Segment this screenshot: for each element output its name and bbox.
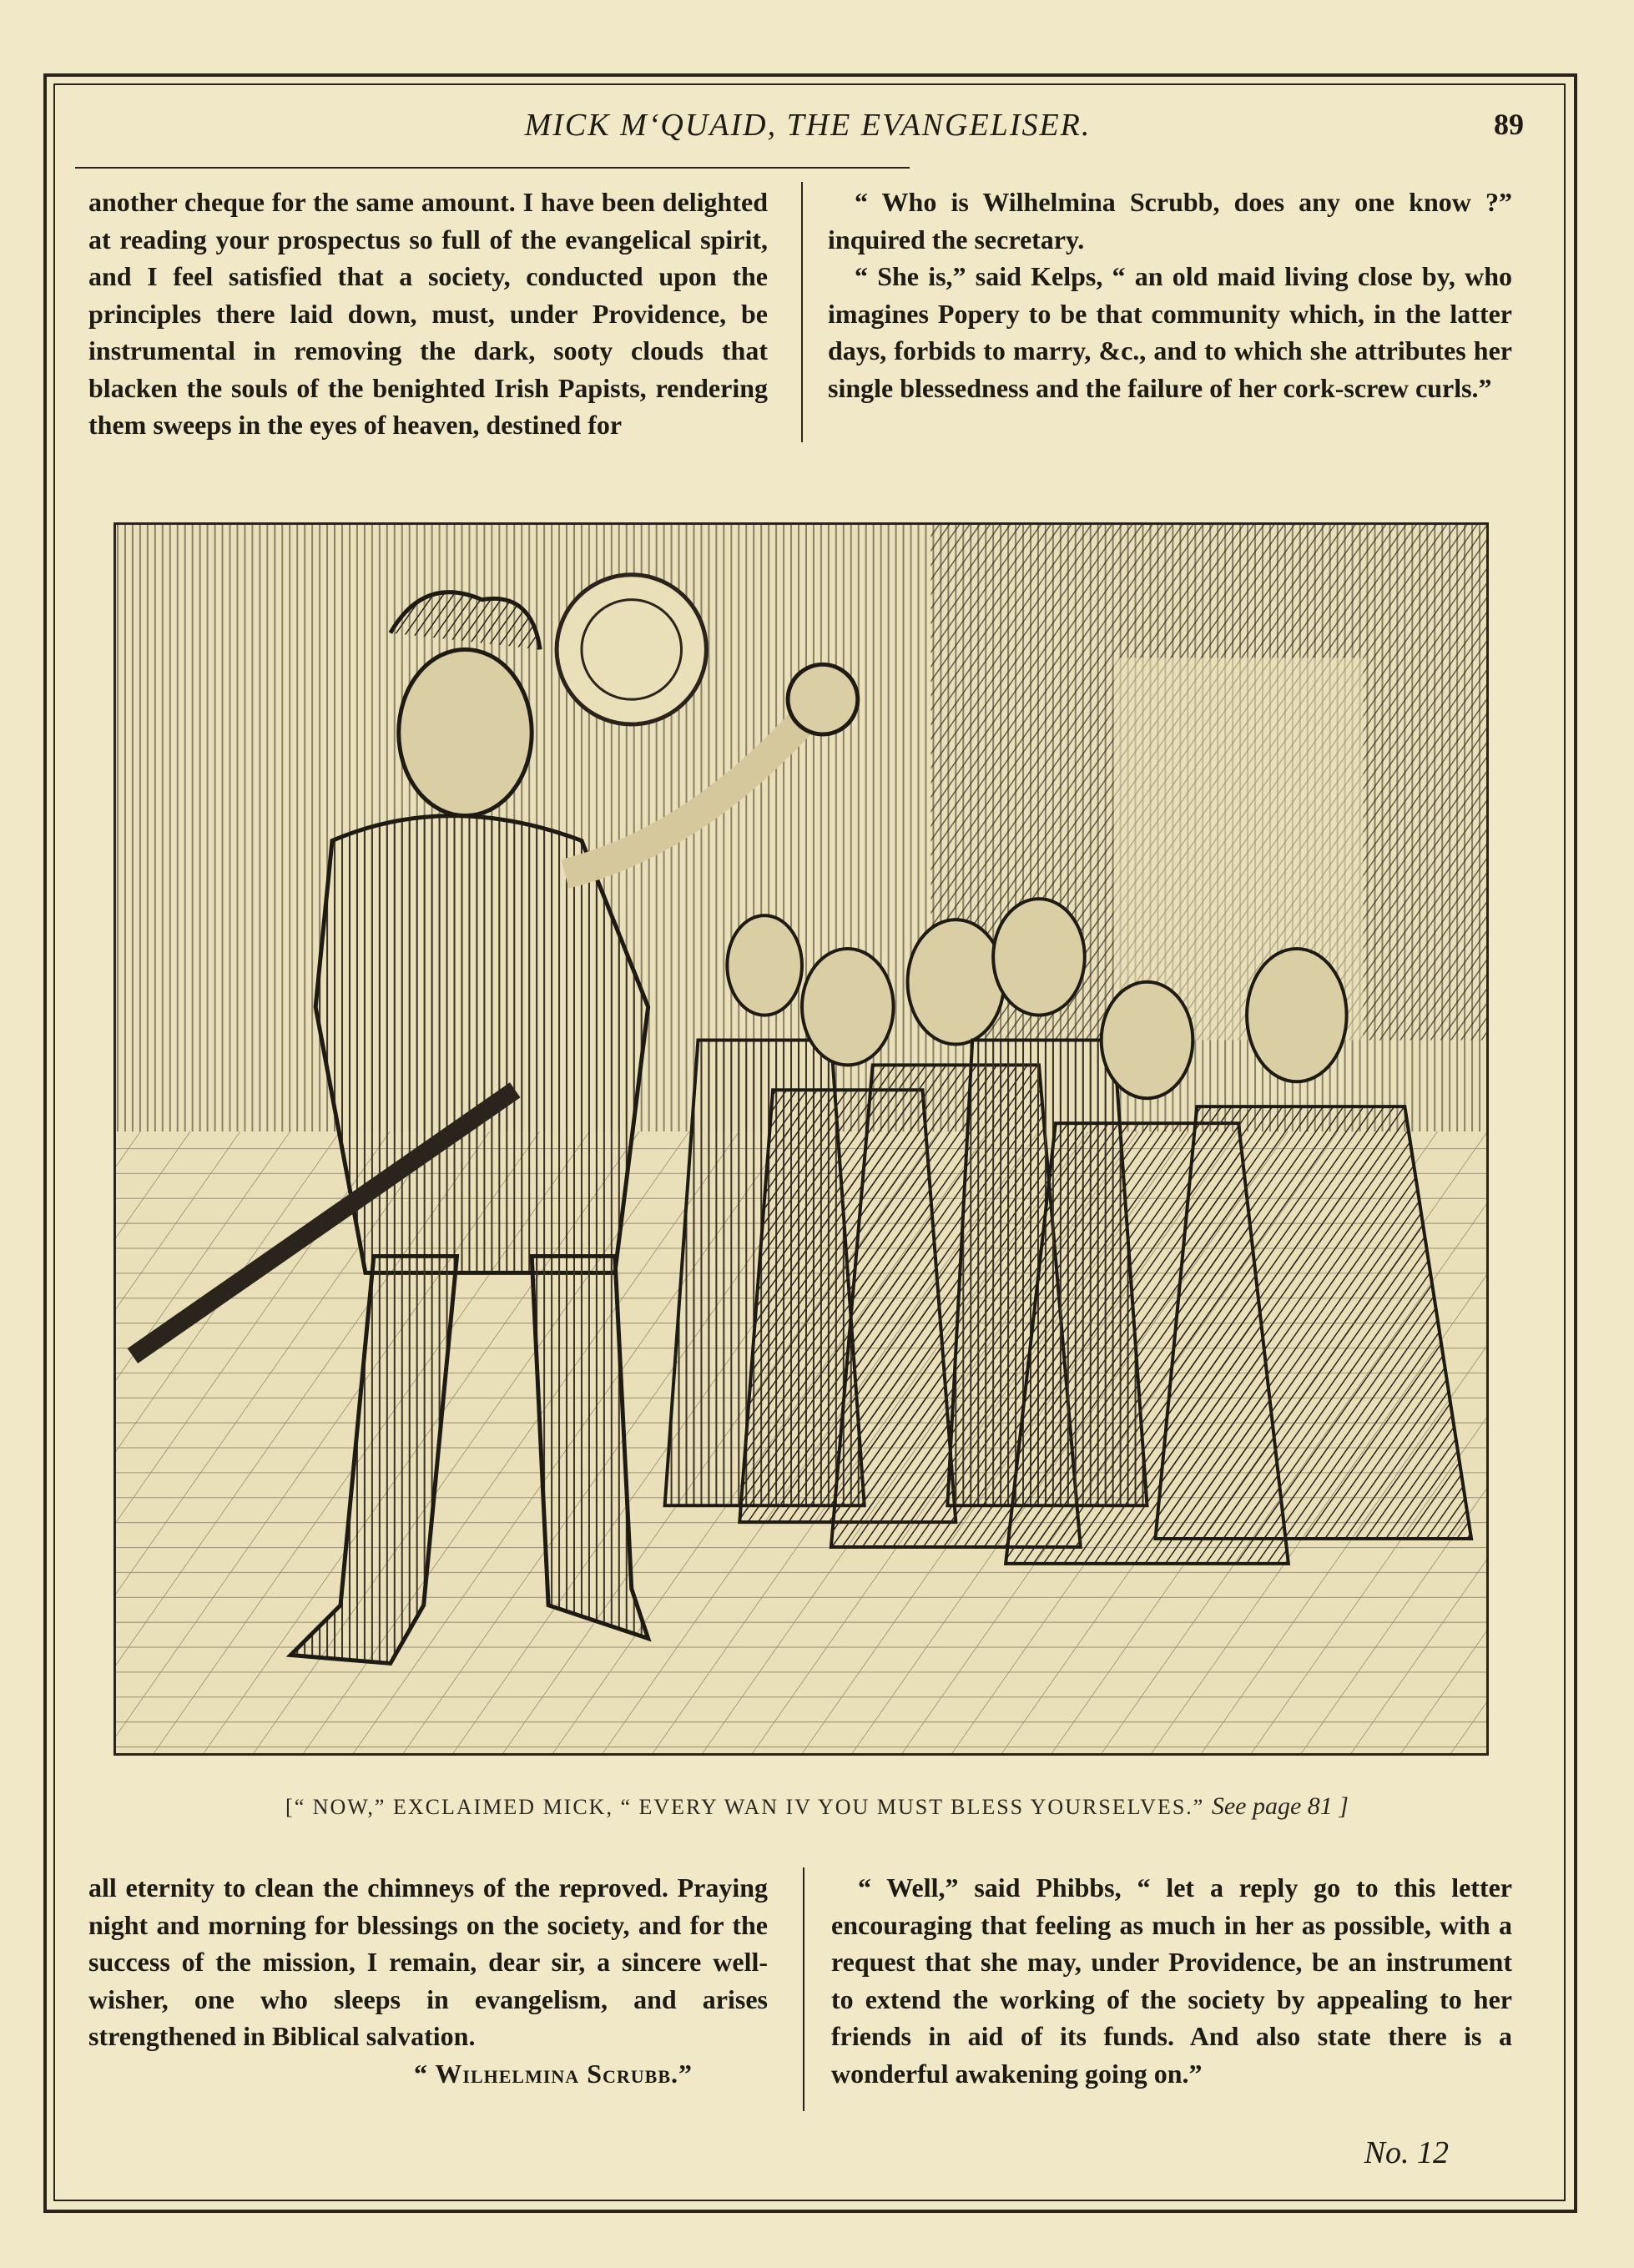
column-divider-top [801,182,803,442]
caption-page-ref: See page 81 ] [1211,1792,1349,1820]
paragraph: “ She is,” said Kelps, “ an old maid living close by, who imagines Popery to be that community which, in the latter days, forbids to marry, &c., and to which she attributes her single blessedness and the failure of her cork-screw curls.” [828,261,1512,403]
running-title: MICK M‘QUAID, THE EVANGELISER. [524,108,1092,143]
page-number: 89 [1494,108,1524,141]
bottom-right-column [831,1869,1512,2092]
illustration-caption [0,1792,1634,1821]
header-rule-left [75,167,910,169]
column-divider-bottom [803,1867,804,2111]
hanging-plate [557,575,706,724]
letter-signature: “ Wilhelmina Scrubb.” [413,2058,693,2089]
signature-number: No. 12 [1364,2135,1449,2170]
paragraph: “ Well,” said Phibbs, “ let a reply go to this letter encouraging that feeling as much in her as possible, with a request that she may, under Providence, be an instrument to extend the working of the society by appealing to her friends in aid of its funds. And also state there is a wonderful awakening going on.” [831,1872,1512,2089]
page-header [53,107,1562,157]
paragraph: “ Who is Wilhelmina Scrubb, does any one know ?” inquired the secretary. [828,187,1512,255]
paragraph: another cheque for the same amount. I have been delighted at reading your prospectus so full of the evangelical spirit, and I feel satisfied that a society, conducted upon the principles there laid down, must, under Providence, be instrumental in removing the dark, sooty clouds that blacken the souls of the benighted Irish Papists, rendering them sweeps in the eyes of heaven, destined for [88,187,768,440]
bottom-left-column [88,1869,768,2092]
top-left-column [88,184,768,444]
top-right-column [828,184,1512,406]
paragraph: all eternity to clean the chimneys of the reproved. Praying night and morning for blessings on the society, and for the success of the mission, I remain, dear sir, a sincere well-wisher, one who sleeps in evangelism, and arises strengthened in Biblical salvation. [88,1872,768,2051]
engraving-illustration [113,522,1489,1756]
caption-text: [“ NOW,” EXCLAIMED MICK, “ EVERY WAN IV YOU MUST BLESS YOURSELVES.” [285,1795,1205,1819]
